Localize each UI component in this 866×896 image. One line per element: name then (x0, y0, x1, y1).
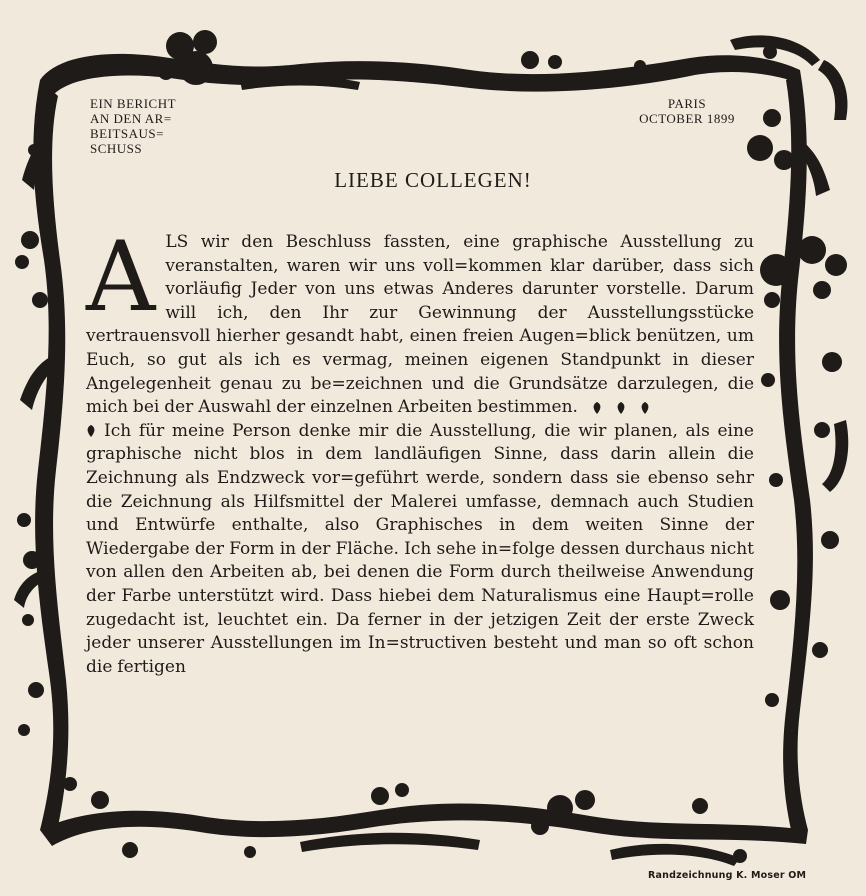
leaf-ornament-icon (86, 425, 96, 437)
paragraph-2-text: Ich für meine Person denke mir die Ausstellung, die wir planen, als eine graphische nicht blos in dem landläufigen Sinne, dass darin allein die Zeichnung als Endzweck vor=geführt werde, sondern dass sie ebenso sehr die Zeichnung als Hilfsmittel der Malerei umfasse, demnach auch Studien und Entwürfe enthalte, also Graphisches in dem weiten Sinne der Wiedergabe der Form in der Fläche. Ich sehe in=folge dessen durchaus nicht von allen den Arbeiten ab, bei denen die Form durch theilweise Anwendung der Farbe unterstützt wird. Dass hiebei dem Naturalismus eine Haupt=rolle zugedacht ist, leuchtet ein. Da ferner in der jetzigen Zeit der erste Zweck jeder unserer Ausstellungen im In=structiven besteht und man so oft schon die fertigen (86, 420, 754, 677)
report-heading-line: BEITSAUS= (90, 126, 164, 141)
report-heading-line: AN DEN AR= (90, 111, 172, 126)
report-heading (90, 96, 176, 156)
place-date (622, 96, 752, 126)
paragraph-1-text: LS wir den Beschluss fassten, eine graphische Ausstellung zu veranstalten, waren wir uns voll=kommen klar darüber, dass sich vorläufig Jeder von uns etwas Anderes darunter vorstelle. Darum will ich, den Ihr zur Gewinnung der Ausstellungsstücke vertrauensvoll hierher gesandt habt, einen freien Augen=blick benützen, um Euch, so gut als ich es vermag, meinen eigenen Standpunkt in dieser Angelegenheit genau zu be=zeichnen und die Grundsätze darzulegen, die mich bei der Auswahl der einzelnen Arbeiten bestimmen. (86, 232, 754, 418)
report-heading-line: EIN BERICHT (90, 96, 177, 111)
illustration-credit: Randzeichnung K. Moser OM (648, 870, 807, 881)
letter-title: LIEBE COLLEGEN! (334, 168, 532, 192)
drop-cap: A (86, 221, 156, 333)
leaf-ornament-icon (616, 402, 626, 414)
paragraph-2 (86, 420, 754, 680)
date-line: OCTOBER 1899 (639, 111, 735, 126)
place-line: PARIS (667, 96, 707, 111)
letter-body (86, 221, 754, 679)
report-heading-line: SCHUSS (90, 141, 143, 156)
leaf-ornament-icon (592, 402, 602, 414)
paragraph-1 (86, 221, 754, 420)
leaf-ornament-icon (640, 402, 650, 414)
